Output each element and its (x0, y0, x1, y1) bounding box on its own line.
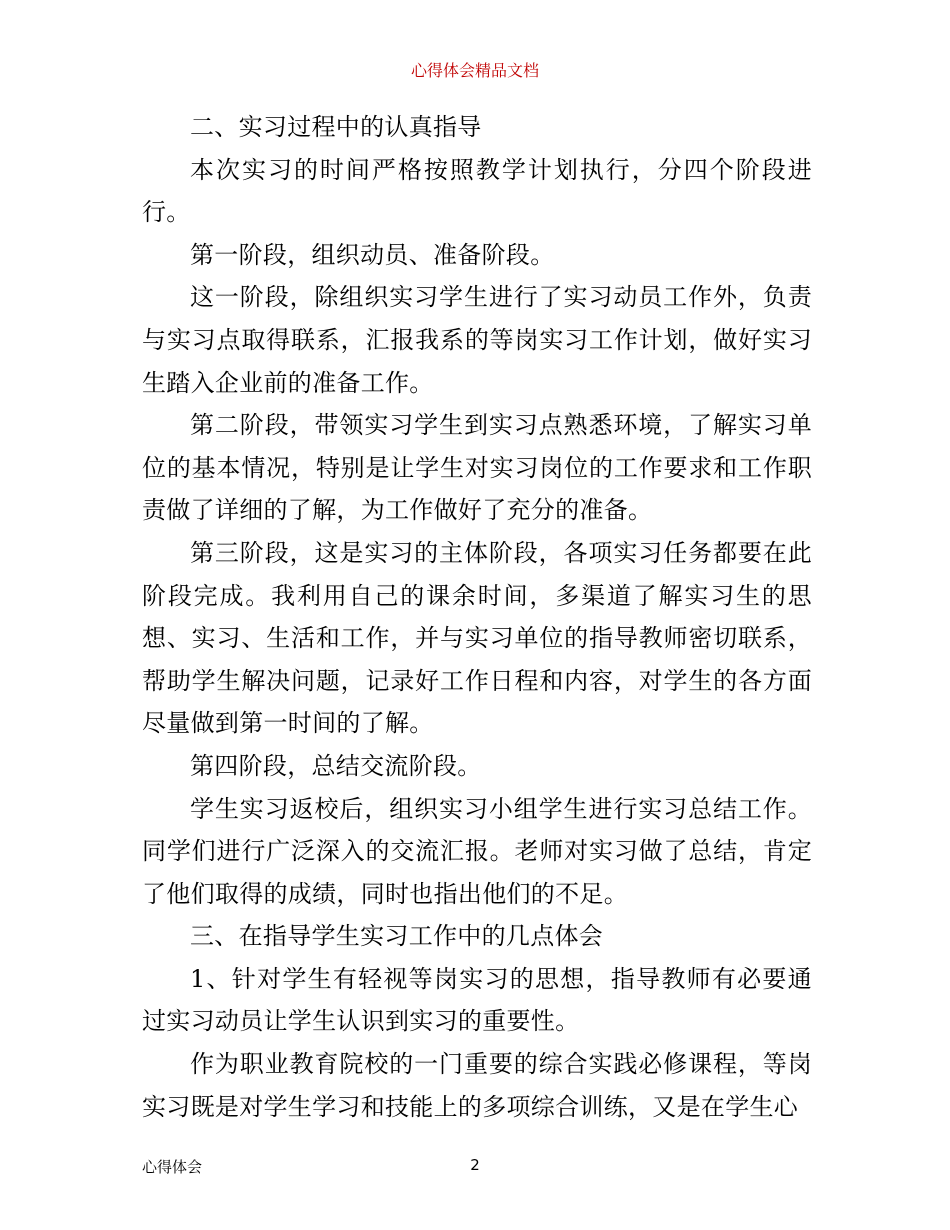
paragraph: 本次实习的时间严格按照教学计划执行，分四个阶段进行。 (142, 155, 812, 227)
paragraph: 学生实习返校后，组织实习小组学生进行实习总结工作。同学们进行广泛深入的交流汇报。老师对实习做了总结，肯定了他们取得的成绩，同时也指出他们的不足。 (142, 794, 812, 908)
paragraph: 第一阶段，组织动员、准备阶段。 (190, 240, 555, 269)
paragraph: 这一阶段，除组织实习学生进行了实习动员工作外，负责与实习点取得联系，汇报我系的等岗实习工作计划，做好实习生踏入企业前的准备工作。 (142, 283, 812, 397)
paragraph: 作为职业教育院校的一门重要的综合实践必修课程，等岗实习既是对学生学习和技能上的多项综合训练，又是在学生心 (142, 1050, 812, 1121)
paragraph: 第四阶段，总结交流阶段。 (190, 751, 482, 780)
page-number: 2 (470, 1156, 480, 1174)
paragraph: 第三阶段，这是实习的主体阶段，各项实习任务都要在此阶段完成。我利用自己的课余时间，多渠道了解实习生的思想、实习、生活和工作，并与实习单位的指导教师密切联系，帮助学生解决问题，记录好工作日程和内容，对学生的各方面尽量做到第一时间的了解。 (142, 538, 812, 738)
section-heading: 三、在指导学生实习工作中的几点体会 (190, 922, 604, 951)
paragraph: 1、针对学生有轻视等岗实习的思想，指导教师有必要通过实习动员让学生认识到实习的重要性。 (142, 964, 812, 1036)
paragraph: 第二阶段，带领实习学生到实习点熟悉环境，了解实习单位的基本情况，特别是让学生对实习岗位的工作要求和工作职责做了详细的了解，为工作做好了充分的准备。 (142, 411, 812, 525)
footer-label: 心得体会 (142, 1158, 203, 1176)
page-header-title: 心得体会精品文档 (410, 61, 539, 80)
section-heading: 二、实习过程中的认真指导 (190, 113, 482, 141)
document-body (142, 106, 812, 1128)
